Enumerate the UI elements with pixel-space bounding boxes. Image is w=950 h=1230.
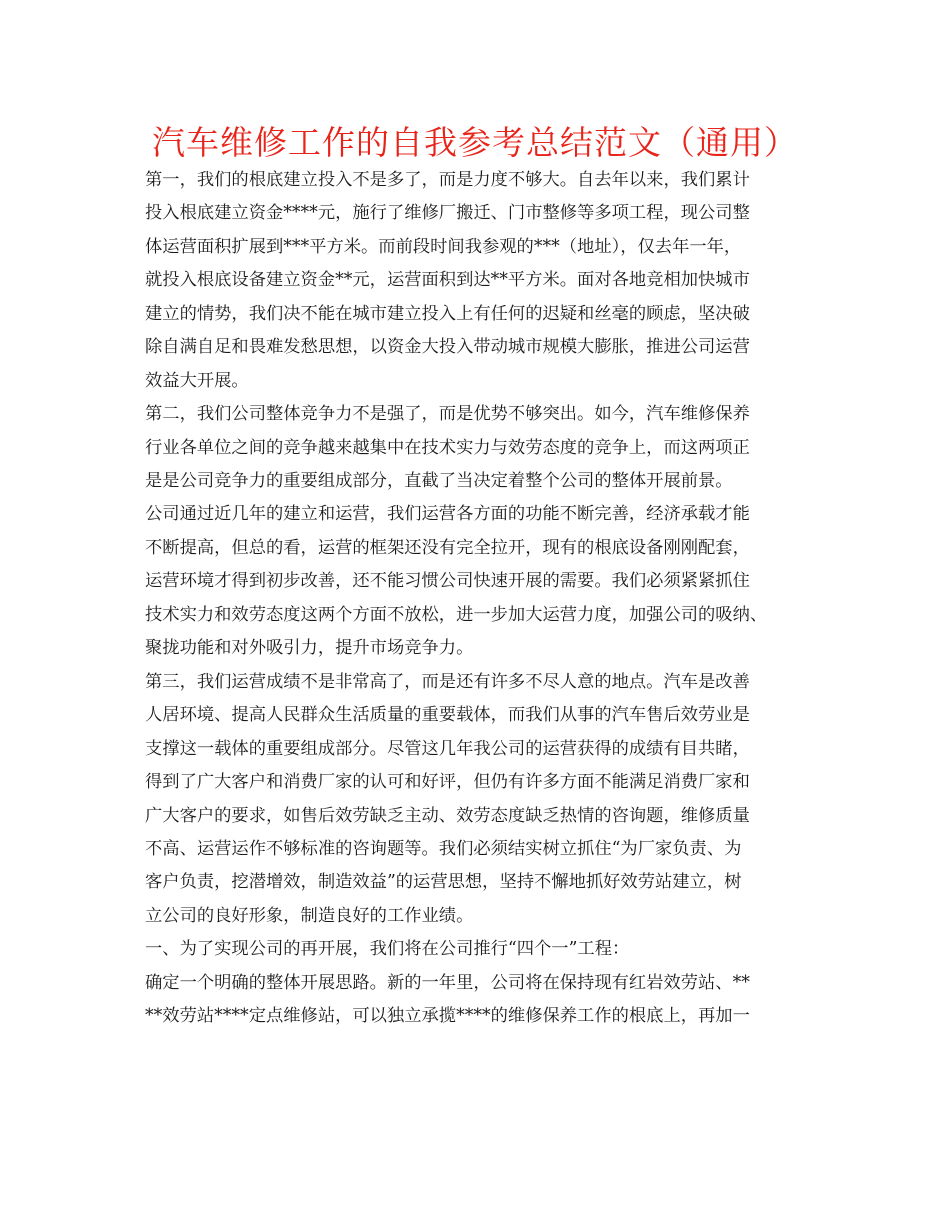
body-line: 投入根底建立资金****元，施行了维修厂搬迁、门市整修等多项工程，现公司整 bbox=[145, 203, 750, 223]
body-line: 建立的情势，我们决不能在城市建立投入上有任何的迟疑和丝毫的顾虑，坚决破 bbox=[145, 304, 750, 324]
document-title: 汽车维修工作的自我参考总结范文（通用） bbox=[152, 123, 798, 162]
body-line: 第二，我们公司整体竞争力不是强了，而是优势不够突出。如今，汽车维修保养 bbox=[145, 404, 750, 424]
body-line: 聚拢功能和对外吸引力，提升市场竞争力。 bbox=[145, 638, 474, 658]
body-line: 第一，我们的根底建立投入不是多了，而是力度不够大。自去年以来，我们累计 bbox=[145, 170, 750, 190]
body-line: 是是公司竞争力的重要组成部分，直截了当决定着整个公司的整体开展前景。 bbox=[145, 471, 733, 491]
body-line: 除自满自足和畏难发愁思想，以资金大投入带动城市规模大膨胀，推进公司运营 bbox=[145, 337, 750, 357]
body-line: 一、为了实现公司的再开展，我们将在公司推行“四个一”工程： bbox=[145, 939, 630, 959]
body-line: 行业各单位之间的竞争越来越集中在技术实力与效劳态度的竞争上，而这两项正 bbox=[145, 438, 750, 458]
body-line: 第三，我们运营成绩不是非常高了，而是还有许多不尽人意的地点。汽车是改善 bbox=[145, 672, 750, 692]
body-line: 客户负责，挖潜增效，制造效益”的运营思想，坚持不懈地抓好效劳站建立，树 bbox=[145, 872, 742, 892]
body-line: 体运营面积扩展到***平方米。而前段时间我参观的***（地址），仅去年一年， bbox=[145, 237, 742, 257]
body-line: 运营环境才得到初步改善，还不能习惯公司快速开展的需要。我们必须紧紧抓住 bbox=[145, 571, 750, 591]
body-line: 效益大开展。 bbox=[145, 371, 249, 391]
body-line: 确定一个明确的整体开展思路。新的一年里，公司将在保持现有红岩效劳站、** bbox=[145, 973, 750, 993]
body-line: 广大客户的要求，如售后效劳缺乏主动、效劳态度缺乏热情的咨询题，维修质量 bbox=[145, 806, 750, 826]
body-line: 人居环境、提高人民群众生活质量的重要载体，而我们从事的汽车售后效劳业是 bbox=[145, 705, 750, 725]
body-line: 不断提高，但总的看，运营的框架还没有完全拉开，现有的根底设备刚刚配套， bbox=[145, 538, 750, 558]
body-line: 得到了广大客户和消费厂家的认可和好评，但仍有许多方面不能满足消费厂家和 bbox=[145, 772, 750, 792]
body-line: 不高、运营运作不够标准的咨询题等。我们必须结实树立抓住“为厂家负责、为 bbox=[145, 839, 742, 859]
body-line: 公司通过近几年的建立和运营，我们运营各方面的功能不断完善，经济承载才能 bbox=[145, 504, 750, 524]
body-line: 支撑这一载体的重要组成部分。尽管这几年我公司的运营获得的成绩有目共睹， bbox=[145, 739, 750, 759]
body-line: 就投入根底设备建立资金**元，运营面积到达**平方米。面对各地竞相加快城市 bbox=[145, 270, 750, 290]
body-line: 技术实力和效劳态度这两个方面不放松，进一步加大运营力度，加强公司的吸纳、 bbox=[145, 605, 768, 625]
body-line: 立公司的良好形象，制造良好的工作业绩。 bbox=[145, 906, 474, 926]
body-line: **效劳站****定点维修站，可以独立承揽****的维修保养工作的根底上，再加一 bbox=[145, 1006, 750, 1026]
